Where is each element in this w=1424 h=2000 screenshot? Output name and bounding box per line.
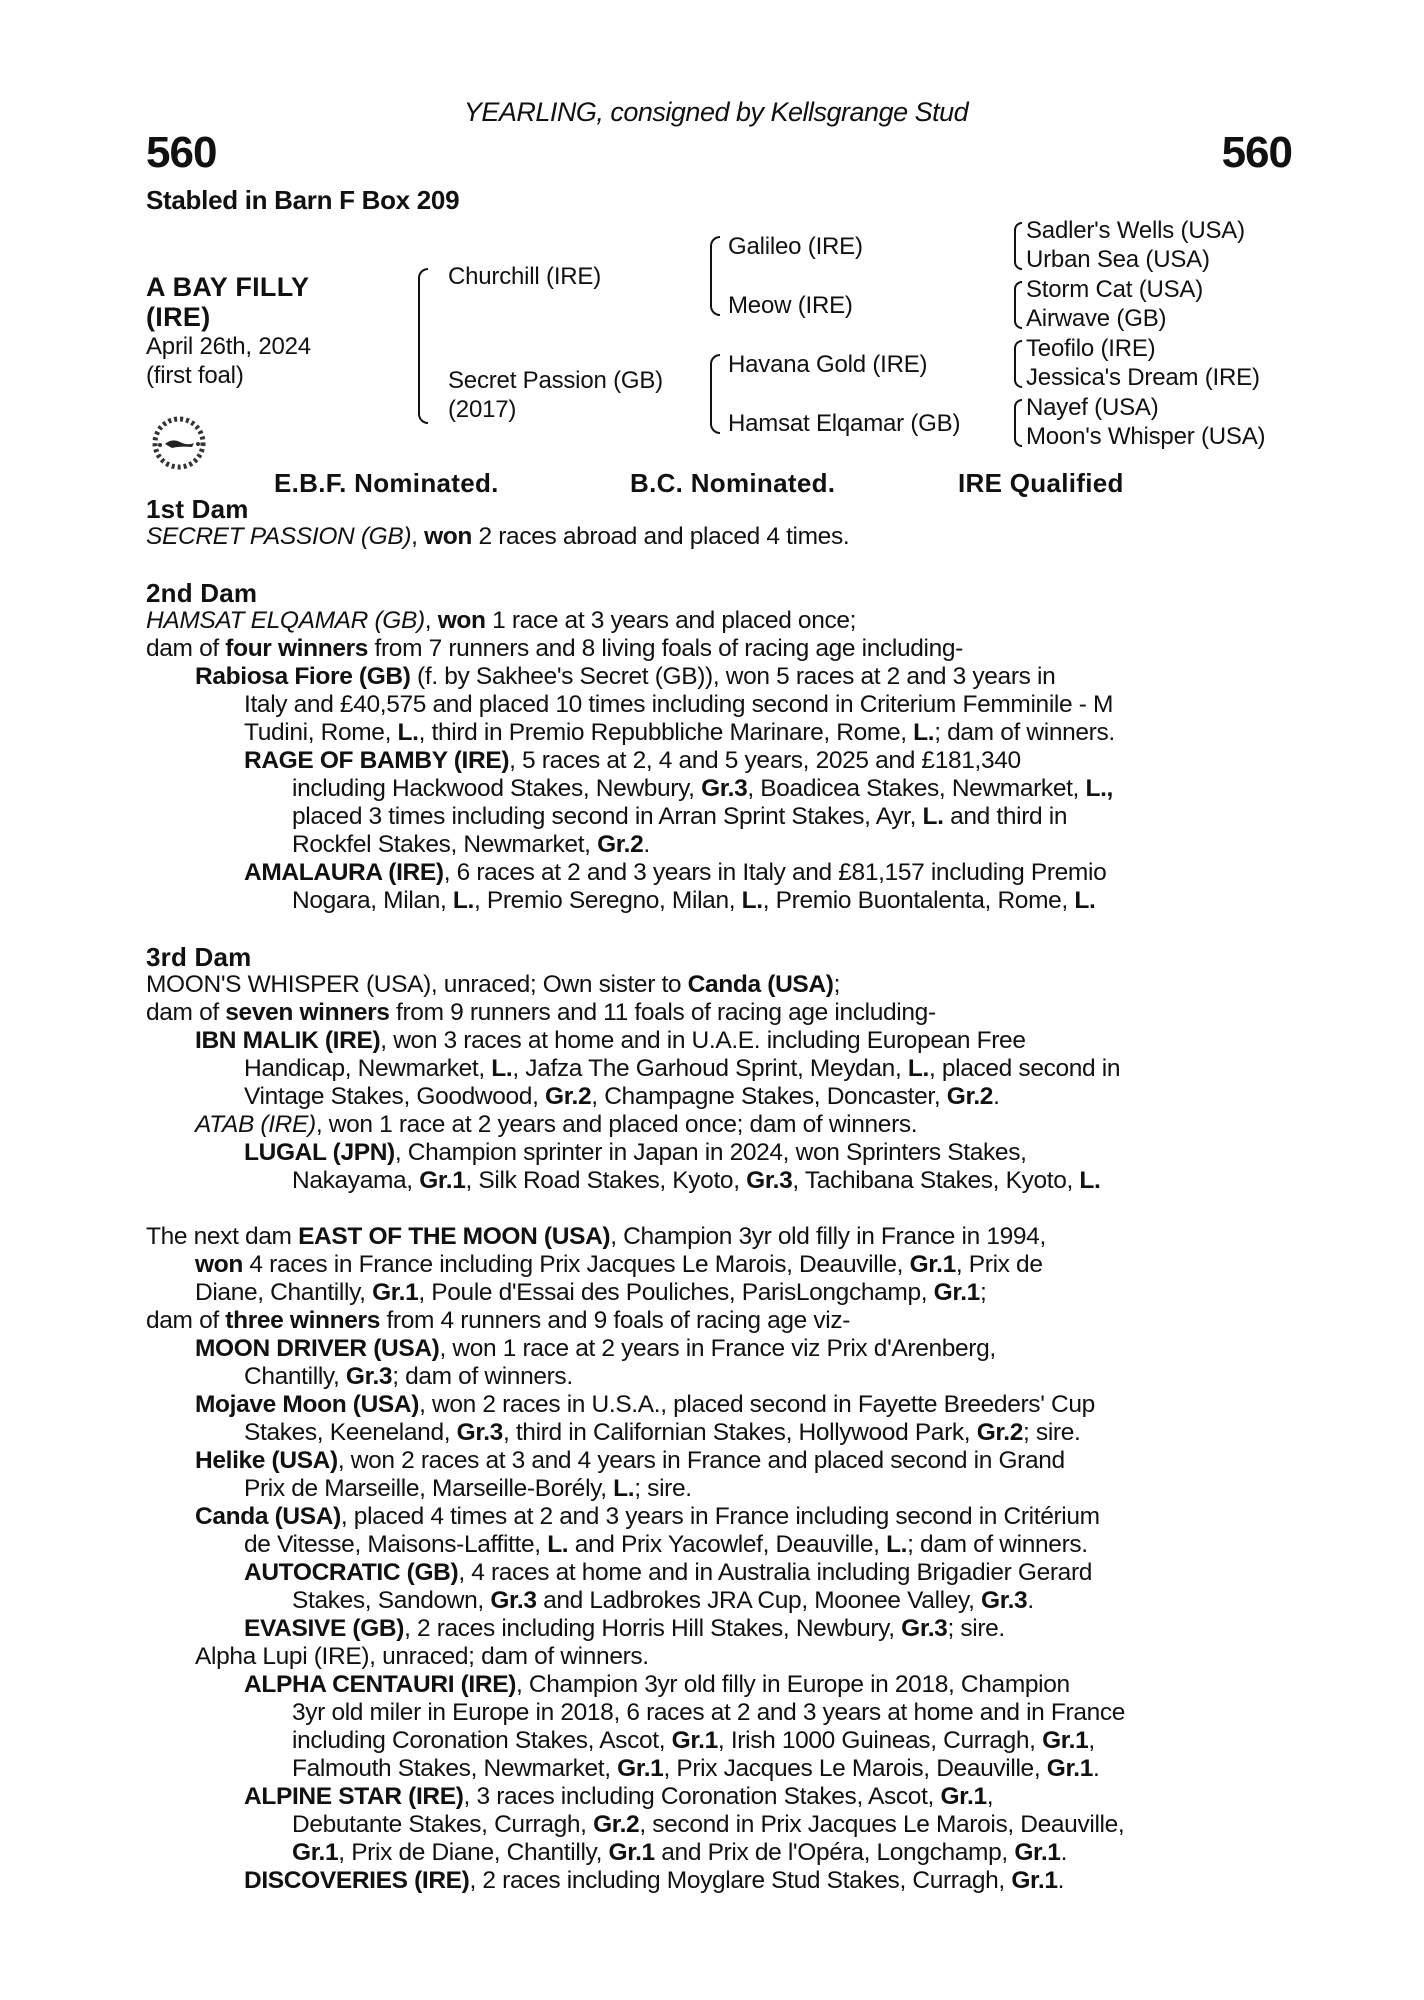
pedigree-bracket [418, 268, 428, 424]
gen3-ancestor: Urban Sea (USA) [1026, 246, 1210, 273]
progeny-amalaura: AMALAURA (IRE), 6 races at 2 and 3 years in Italy and £81,157 including Premio [244, 859, 1107, 886]
produce-record: 1st Dam SECRET PASSION (GB), won 2 races abroad and placed 4 times. 2nd Dam HAMSAT ELQAMAR (GB), won 1 race at 3 years and placed once; dam of four winners from 7 runners and 8 living foals of racing age including- Rabiosa Fiore (GB) (f. by Sakhee's Secret (GB)), won 5 races at 2 and 3 years in Italy and £40,575 and placed 10 times including second in Criterium Femminile - M Tudini, Rome, L., third in Premio Repubbliche Marinare, Rome, L.; dam of winners. RAGE OF BAMBY (IRE), 5 races at 2, 4 and 5 years, 2025 and £181,340 including Hackwood Stakes, Newbury, Gr.3, Boadicea Stakes, Newmarket, L., placed 3 times including second in Arran Sprint Stakes, Ayr, L. and third in Rockfel Stakes, Newmarket, Gr.2. AMALAURA (IRE), 6 races at 2 and 3 years in Italy and £81,157 including Premio Nogara, Milan, L., Premio Seregno, Milan, L., Premio Buontalenta, Rome, L. 3rd Dam MOON'S WHISPER (USA), unraced; Own sister to Canda (USA); dam of seven winners from 9 runners and 11 foals of racing age including- IBN MALIK (IRE), won 3 races at home and in U.A.E. including European Free Handicap, Newmarket, L., Jafza The Garhoud Sprint, Meydan, L., placed second in Vintage Stakes, Goodwood, Gr.2, Champagne Stakes, Doncaster, Gr.2. ATAB (IRE), won 1 race at 2 years and placed once; dam of winners. LUGAL (JPN), Champion sprinter in Japan in 2024, won Sprinters Stakes, Nakayama, Gr.1, Silk Road Stakes, Kyoto, Gr.3, Tachibana Stakes, Kyoto, L. The next dam EAST OF THE MOON (USA), Champion 3yr old filly in France in 1994, won 4 races in France including Prix Jacques Le Marois, Deauville, Gr.1, Prix de Diane, Chantilly, Gr.1, Poule d'Essai des Pouliches, ParisLongchamp, Gr.1; dam of three winners from 4 runners and 9 foals of racing age viz- MOON DRIVER (USA), won 1 race at 2 years in France viz Prix d'Arenberg, Chantilly, Gr.3; dam of winners. Mojave Moon (USA), won 2 races in U.S.A., placed second in Fayette Breeders' Cup Stakes, Keeneland, Gr.3, third in Californian Stakes, Hollywood Park, Gr.2; sire. Helike (USA), won 2 races at 3 and 4 years in France and placed second in Grand Prix de Marseille, Marseille-Borély, L.; sire. Canda (USA), placed 4 times at 2 and 3 years in France including second in Critérium de Vitesse, Maisons-Laffitte, L. and Prix Yacowlef, Deauville, L.; dam of winners. AUTOCRATIC (GB), 4 races at home and in Australia including Brigadier Gerard Stakes, Sandown, Gr.3 and Ladbrokes JRA Cup, Moonee Valley, Gr.3. EVASIVE (GB), 2 races including Horris Hill Stakes, Newbury, Gr.3; sire. Alpha Lupi (IRE), unraced; dam of winners. ALPHA CENTAURI (IRE), Champion 3yr old filly in Europe in 2018, Champion 3yr old miler in Europe in 2018, 6 races at 2 and 3 years at home and in France including Coronation Stakes, Ascot, Gr.1, Irish 1000 Guineas, Curragh, Gr.1, Falmouth Stakes, Newmarket, Gr.1, Prix Jacques Le Marois, Deauville, Gr.1. ALPINE STAR (IRE), 3 races including Coronation Stakes, Ascot, Gr.1, Debutante Stakes, Curragh, Gr.2, second in Prix Jacques Le Marois, Deauville, Gr.1, Prix de Diane, Chantilly, Gr.1 and Prix de l'Opéra, Longchamp, Gr.1. DISCOVERIES (IRE), 2 races including Moyglare Stud Stakes, Curragh, Gr.1. [146, 495, 1286, 1895]
progeny-ibn-malik: IBN MALIK (IRE), won 3 races at home and in U.A.E. including European Free [195, 1027, 1026, 1054]
sire-dam-name: Meow (IRE) [728, 292, 853, 319]
second-dam-line: HAMSAT ELQAMAR (GB), won 1 race at 3 years and placed once; [146, 607, 857, 634]
first-dam-line: SECRET PASSION (GB), won 2 races abroad and placed 4 times. [146, 523, 850, 550]
horse-name-line1: A BAY FILLY [146, 272, 310, 302]
pedigree-bracket [710, 354, 720, 434]
gen3-ancestor: Moon's Whisper (USA) [1026, 423, 1266, 450]
gen3-ancestor: Storm Cat (USA) [1026, 276, 1204, 303]
progeny-evasive: EVASIVE (GB), 2 races including Horris Hill Stakes, Newbury, Gr.3; sire. [244, 1615, 1005, 1642]
first-dam-heading: 1st Dam [146, 494, 249, 524]
gen3-ancestor: Teofilo (IRE) [1026, 335, 1156, 362]
next-dam-produce: dam of three winners from 4 runners and 9 foals of racing age viz- [146, 1307, 851, 1334]
dam-year: (2017) [448, 396, 517, 423]
second-dam-heading: 2nd Dam [146, 578, 258, 608]
stallion-scheme-emblem-icon [150, 412, 208, 474]
next-dam-line: The next dam EAST OF THE MOON (USA), Champion 3yr old filly in France in 1994, [146, 1223, 1046, 1250]
sire-sire-name: Galileo (IRE) [728, 233, 863, 260]
gen3-ancestor: Airwave (GB) [1026, 305, 1167, 332]
progeny-moon-driver: MOON DRIVER (USA), won 1 race at 2 years in France viz Prix d'Arenberg, [195, 1335, 996, 1362]
third-dam-line: MOON'S WHISPER (USA), unraced; Own sister to Canda (USA); [146, 971, 841, 998]
dam-sire-name: Havana Gold (IRE) [728, 351, 928, 378]
progeny-lugal: LUGAL (JPN), Champion sprinter in Japan in 2024, won Sprinters Stakes, [244, 1139, 1027, 1166]
consignor-line: YEARLING, consigned by Kellsgrange Stud [463, 97, 969, 127]
progeny-atab: ATAB (IRE), won 1 race at 2 years and placed once; dam of winners. [195, 1111, 918, 1138]
pedigree-bracket [1014, 281, 1022, 329]
pedigree-bracket [1014, 340, 1022, 388]
progeny-discoveries: DISCOVERIES (IRE), 2 races including Moyglare Stud Stakes, Curragh, Gr.1. [244, 1867, 1065, 1894]
gen3-ancestor: Jessica's Dream (IRE) [1026, 364, 1260, 391]
bc-nomination: B.C. Nominated. [630, 468, 836, 498]
progeny-alpha-centauri: ALPHA CENTAURI (IRE), Champion 3yr old filly in Europe in 2018, Champion [244, 1671, 1070, 1698]
sire-name: Churchill (IRE) [448, 263, 602, 290]
third-dam-produce: dam of seven winners from 9 runners and 11 foals of racing age including- [146, 999, 936, 1026]
stabling-info: Stabled in Barn F Box 209 [146, 185, 460, 215]
progeny-canda: Canda (USA), placed 4 times at 2 and 3 years in France including second in Critérium [195, 1503, 1100, 1530]
lot-number-left: 560 [146, 128, 217, 177]
dam-name: Secret Passion (GB) [448, 367, 663, 394]
pedigree-bracket [710, 236, 720, 316]
progeny-autocratic: AUTOCRATIC (GB), 4 races at home and in Australia including Brigadier Gerard [244, 1559, 1093, 1586]
foaling-date: April 26th, 2024 [146, 333, 311, 360]
gen3-ancestor: Sadler's Wells (USA) [1026, 217, 1245, 244]
horse-identity [146, 272, 311, 390]
progeny-alpine-star: ALPINE STAR (IRE), 3 races including Coronation Stakes, Ascot, Gr.1, [244, 1783, 994, 1810]
dam-dam-name: Hamsat Elqamar (GB) [728, 410, 961, 437]
pedigree-bracket [1014, 222, 1022, 270]
progeny-rage-of-bamby: RAGE OF BAMBY (IRE), 5 races at 2, 4 and 5 years, 2025 and £181,340 [244, 747, 1021, 774]
ebf-nomination: E.B.F. Nominated. [274, 468, 499, 498]
foal-note: (first foal) [146, 362, 244, 389]
progeny-rabiosa-fiore: Rabiosa Fiore (GB) (f. by Sakhee's Secret (GB)), won 5 races at 2 and 3 years in [195, 663, 1056, 690]
ire-qualified: IRE Qualified [958, 468, 1124, 498]
pedigree-bracket [1014, 399, 1022, 447]
progeny-alpha-lupi: Alpha Lupi (IRE), unraced; dam of winners. [195, 1643, 649, 1670]
third-dam-heading: 3rd Dam [146, 942, 252, 972]
progeny-mojave-moon: Mojave Moon (USA), won 2 races in U.S.A., placed second in Fayette Breeders' Cup [195, 1391, 1095, 1418]
gen3-ancestor: Nayef (USA) [1026, 394, 1159, 421]
horse-name-line2: (IRE) [146, 302, 211, 332]
progeny-helike: Helike (USA), won 2 races at 3 and 4 years in France and placed second in Grand [195, 1447, 1065, 1474]
lot-number-right: 560 [1221, 128, 1292, 177]
second-dam-produce: dam of four winners from 7 runners and 8 living foals of racing age including- [146, 635, 963, 662]
